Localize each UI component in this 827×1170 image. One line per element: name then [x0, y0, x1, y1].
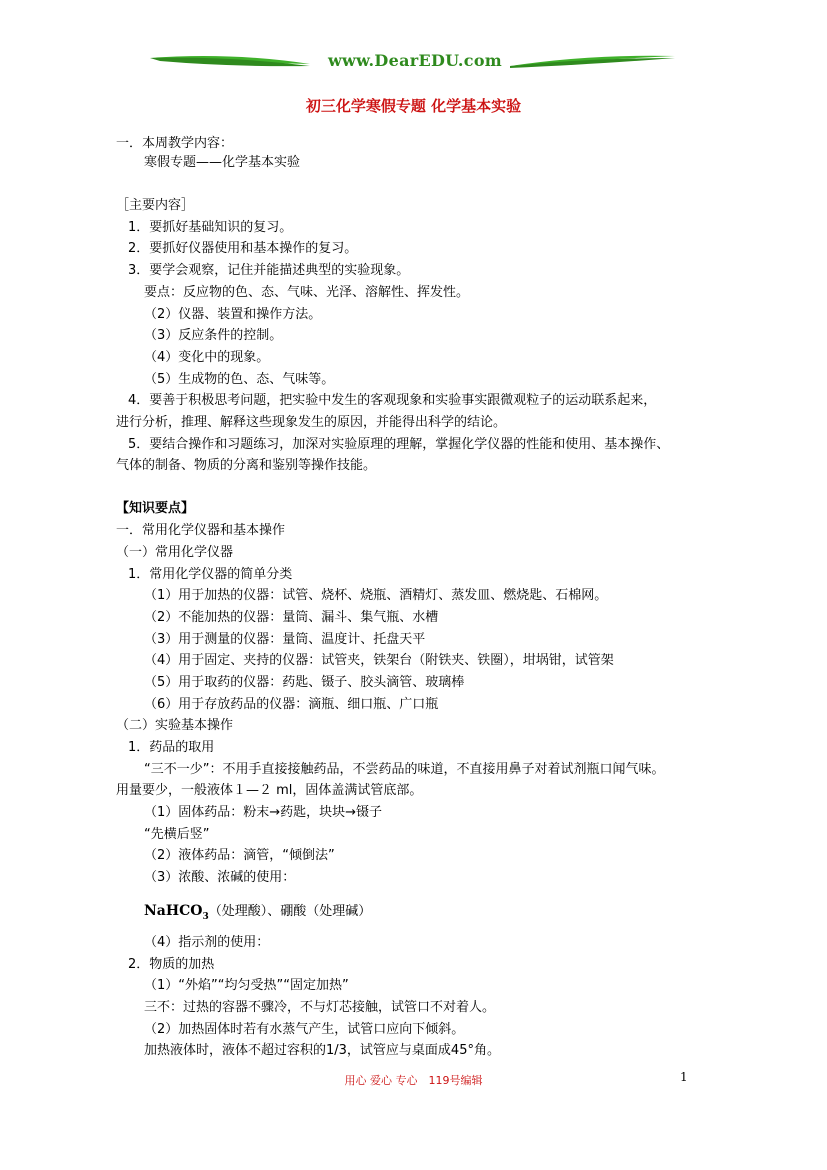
page-title: 初三化学寒假专题 化学基本实验 [305, 97, 522, 115]
list-item: 3．要学会观察，记住并能描述典型的实验现象。 [128, 263, 410, 278]
section-heading: 【知识要点】 [116, 501, 195, 516]
formula-note: （处理酸）、硼酸（处理碱） [208, 904, 372, 919]
footer-text: 用心 爱心 专心 119号编辑 [344, 1074, 483, 1087]
list-item: （4）变化中的现象。 [144, 350, 270, 365]
list-item: （4）用于固定、夹持的仪器：试管夹，铁架台（附铁夹、铁圈），坩埚钳，试管架 [144, 653, 614, 668]
text-line: 气体的制备、物质的分离和鉴别等操作技能。 [116, 458, 377, 473]
list-item: （5）用于取药的仪器：药匙、镊子、胶头滴管、玻璃棒 [144, 675, 465, 690]
list-item: 1．药品的取用 [128, 740, 215, 755]
section-heading: （二）实验基本操作 [116, 718, 234, 733]
list-item: 2．要抓好仪器使用和基本操作的复习。 [128, 241, 358, 256]
list-item: （3）用于测量的仪器：量筒、温度计、托盘天平 [144, 632, 426, 647]
list-item: （2）液体药品：滴管，“倾倒法” [144, 848, 335, 863]
text-line: 进行分析，推理、解释这些现象发生的原因，并能得出科学的结论。 [116, 415, 507, 430]
list-item: （2）不能加热的仪器：量筒、漏斗、集气瓶、水槽 [144, 610, 439, 625]
list-item: （3）反应条件的控制。 [144, 328, 283, 343]
list-item: 1．常用化学仪器的简单分类 [128, 567, 293, 582]
header-logo [100, 44, 730, 84]
list-item: 2．物质的加热 [128, 957, 215, 972]
section-heading: 一．常用化学仪器和基本操作 [116, 523, 286, 538]
text-line: 要点：反应物的色、态、气味、光泽、溶解性、挥发性。 [144, 285, 470, 300]
list-item: 4．要善于积极思考问题，把实验中发生的客观现象和实验事实跟微观粒子的运动联系起来， [128, 393, 657, 408]
list-item: （4）指示剂的使用： [144, 935, 270, 950]
list-item: （3）浓酸、浓碱的使用： [144, 870, 296, 885]
list-item: （1）“外焰”“均匀受热”“固定加热” [144, 978, 349, 993]
section-heading: ［主要内容］ [116, 198, 195, 213]
text-line: “先横后竖” [144, 827, 210, 842]
text-line: 加热液体时，液体不超过容积的1/3，试管应与桌面成45°角。 [144, 1043, 500, 1058]
list-item: （1）固体药品：粉末→药匙，块块→镊子 [144, 805, 383, 820]
section-heading: （一）常用化学仪器 [116, 545, 234, 560]
text-line: 用量要少，一般液体１—２ ml，固体盖满试管底部。 [116, 783, 423, 798]
chemical-formula: NaHCO$_3$ [144, 903, 209, 922]
section-heading: 一．本周教学内容： [116, 136, 234, 151]
text-line: “三不一少”：不用手直接接触药品，不尝药品的味道，不直接用鼻子对着试剂瓶口闻气味。 [144, 762, 665, 777]
list-item: （1）用于加热的仪器：试管、烧杯、烧瓶、酒精灯、蒸发皿、燃烧匙、石棉网。 [144, 588, 608, 603]
formula-line [144, 902, 371, 926]
list-item: （6）用于存放药品的仪器：滴瓶、细口瓶、广口瓶 [144, 697, 439, 712]
page-number: 1 [680, 1070, 688, 1084]
list-item: （2）加热固体时若有水蒸气产生，试管口应向下倾斜。 [144, 1022, 465, 1037]
site-logo-text[interactable]: www.DearEDU.com [327, 51, 503, 70]
list-item: （5）生成物的色、态、气味等。 [144, 372, 335, 387]
text-line: 三不：过热的容器不骤冷，不与灯芯接触，试管口不对着人。 [144, 1000, 496, 1015]
list-item: 5．要结合操作和习题练习，加深对实验原理的理解，掌握化学仪器的性能和使用、基本操作、 [128, 437, 670, 452]
list-item: （2）仪器、装置和操作方法。 [144, 307, 322, 322]
list-item: 1．要抓好基础知识的复习。 [128, 220, 293, 235]
text-line: 寒假专题——化学基本实验 [144, 155, 301, 170]
